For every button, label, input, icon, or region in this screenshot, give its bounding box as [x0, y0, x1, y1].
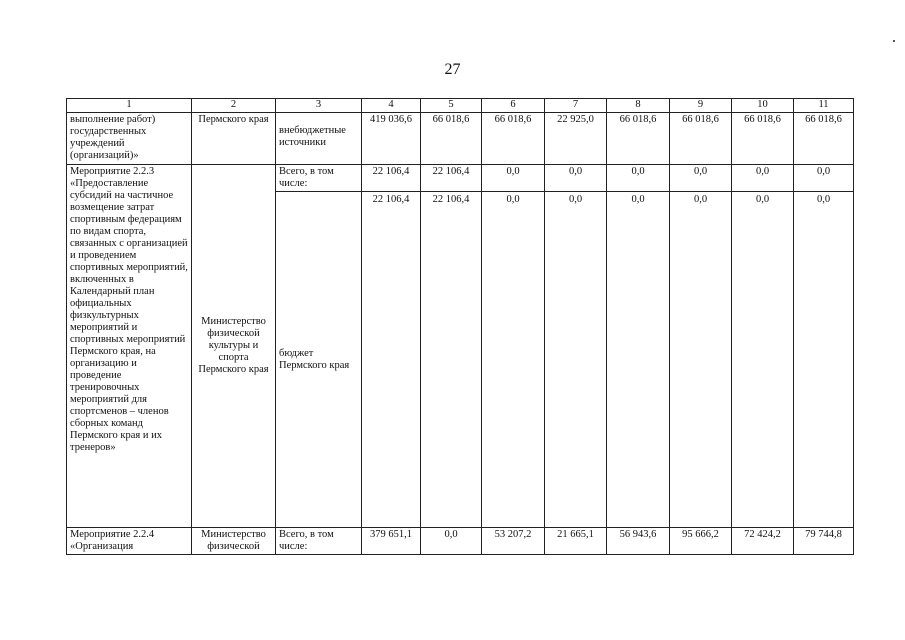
value-cell: 21 665,1 [545, 528, 607, 555]
source-cell: бюджет Пермского края [276, 192, 362, 528]
value-cell: 95 666,2 [670, 528, 732, 555]
measure-name-cell: Мероприятие 2.2.3 «Предоставление субсидий на частичное возмещение затрат спортивным федерациям по видам спорта, связанных с организацией и проведением спортивных мероприятий, включенных в Календарный план официальных физкультурных мероприятий и спортивных мероприятий Пермского края, на организацию и проведение тренировочных мероприятий для спортсменов – членов сборных команд Пермского края и их тренеров» [67, 165, 192, 528]
source-cell: Всего, в том числе: [276, 165, 362, 192]
measure-name-cell: Мероприятие 2.2.4 «Организация [67, 528, 192, 555]
header-cell: 9 [670, 99, 732, 113]
header-cell: 3 [276, 99, 362, 113]
header-cell: 5 [421, 99, 482, 113]
table-row [67, 113, 854, 165]
value-cell: 0,0 [545, 192, 607, 528]
header-cell: 2 [192, 99, 276, 113]
value-cell: 419 036,6 [362, 113, 421, 165]
executor-cell: Министерство физической [192, 528, 276, 555]
value-cell: 56 943,6 [607, 528, 670, 555]
value-cell: 66 018,6 [670, 113, 732, 165]
value-cell: 79 744,8 [794, 528, 854, 555]
measure-name-cell: выполнение работ) государственных учреждений (организаций)» [67, 113, 192, 165]
value-cell: 0,0 [545, 165, 607, 192]
value-cell: 22 106,4 [362, 165, 421, 192]
value-cell: 66 018,6 [732, 113, 794, 165]
value-cell: 0,0 [607, 165, 670, 192]
value-cell: 66 018,6 [794, 113, 854, 165]
header-cell: 10 [732, 99, 794, 113]
value-cell: 0,0 [607, 192, 670, 528]
value-cell: 66 018,6 [482, 113, 545, 165]
executor-cell: Пермского края [192, 113, 276, 165]
value-cell: 22 106,4 [421, 192, 482, 528]
value-cell: 53 207,2 [482, 528, 545, 555]
value-cell: 0,0 [482, 165, 545, 192]
source-cell: внебюджетные источники [276, 113, 362, 165]
header-cell: 8 [607, 99, 670, 113]
table-row [67, 528, 854, 555]
header-cell: 11 [794, 99, 854, 113]
value-cell: 0,0 [732, 192, 794, 528]
value-cell: 0,0 [670, 192, 732, 528]
value-cell: 66 018,6 [421, 113, 482, 165]
source-cell: Всего, в том числе: [276, 528, 362, 555]
executor-cell: Министерство физической культуры и спорта Пермского края [192, 165, 276, 528]
page-number: 27 [444, 61, 461, 78]
header-cell: 7 [545, 99, 607, 113]
header-cell: 6 [482, 99, 545, 113]
value-cell: 379 651,1 [362, 528, 421, 555]
value-cell: 66 018,6 [607, 113, 670, 165]
value-cell: 22 106,4 [362, 192, 421, 528]
value-cell: 0,0 [421, 528, 482, 555]
scan-mark [893, 40, 895, 42]
value-cell: 72 424,2 [732, 528, 794, 555]
table-header-row [67, 99, 854, 113]
header-cell: 1 [67, 99, 192, 113]
budget-table [66, 98, 854, 555]
value-cell: 0,0 [794, 192, 854, 528]
value-cell: 0,0 [670, 165, 732, 192]
value-cell: 0,0 [794, 165, 854, 192]
value-cell: 0,0 [482, 192, 545, 528]
value-cell: 22 925,0 [545, 113, 607, 165]
value-cell: 0,0 [732, 165, 794, 192]
table-row [67, 165, 854, 192]
header-cell: 4 [362, 99, 421, 113]
value-cell: 22 106,4 [421, 165, 482, 192]
